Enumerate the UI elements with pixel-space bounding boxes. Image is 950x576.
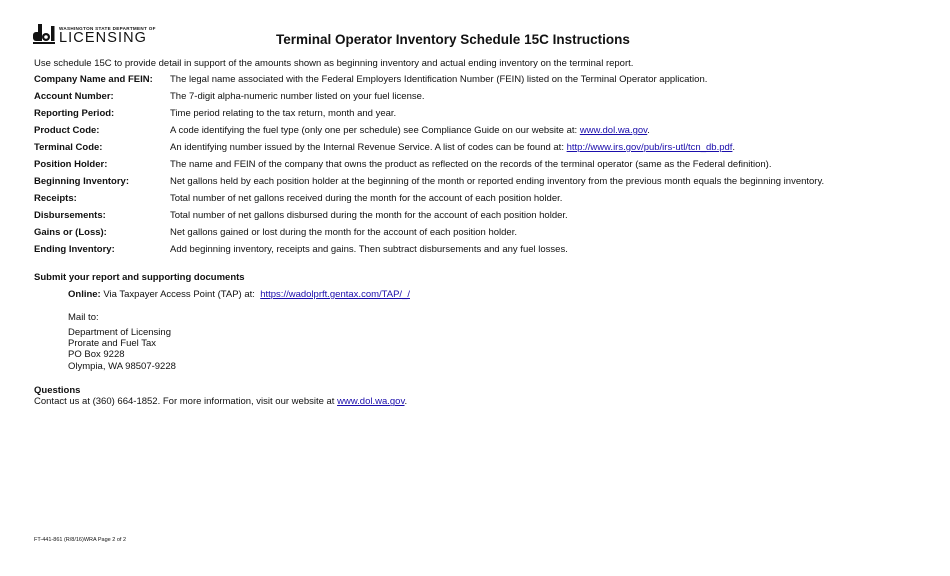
address-line: Department of Licensing [68,326,171,338]
dol-website-link[interactable]: www.dol.wa.gov [337,396,405,408]
dol-website-link[interactable]: www.dol.wa.gov [579,125,648,136]
form-footer: FT-441-861 (R/8/16)WRA Page 2 of 2 [34,537,127,543]
definition-desc: The 7-digit alpha-numeric number listed on your fuel license. [170,91,425,102]
definition-term: Product Code: [34,125,100,136]
dol-logo-mark-icon [33,24,55,44]
logo-licensing-text: LICENSING [59,30,148,46]
page-title: Terminal Operator Inventory Schedule 15C Instructions [276,32,630,47]
questions-heading: Questions [34,385,81,396]
questions-section [34,385,407,408]
definition-term: Company Name and FEIN: [34,74,153,85]
logo-agency-text: WASHINGTON STATE DEPARTMENT OF [59,26,156,31]
definition-term: Terminal Code: [34,142,103,153]
intro-text: Use schedule 15C to provide detail in support of the amounts shown as beginning inventory and actual ending inventory on the terminal report. [34,58,634,69]
dol-logo [33,24,156,45]
address-line: Prorate and Fuel Tax [68,338,157,350]
mail-label: Mail to: [68,312,99,323]
irs-tcn-link[interactable]: http://www.irs.gov/pub/irs-utl/tcn_db.pdf [566,142,733,153]
definition-term: Position Holder: [34,159,108,170]
address-line: PO Box 9228 [68,349,125,361]
definition-term: Gains or (Loss): [34,227,107,238]
definition-term: Account Number: [34,91,114,102]
submit-heading: Submit your report and supporting documents [34,272,245,283]
online-submission [68,289,410,300]
tap-link[interactable]: https://wadolprft.gentax.com/TAP/_/ [260,289,410,300]
definition-desc: The legal name associated with the Federal Employers Identification Number (FEIN) listed on the Terminal Operator application. [170,74,708,85]
definition-desc: A code identifying the fuel type (only one per schedule) see Compliance Guide on our website at: www.dol.wa.gov. [170,125,650,136]
definition-desc: Add beginning inventory, receipts and gains. Then subtract disbursements and any fuel losses. [170,244,568,255]
definition-term: Disbursements: [34,210,106,221]
definition-desc: The name and FEIN of the company that owns the product as reflected on the records of the terminal operator (same as the Federal definition). [170,159,772,170]
definition-desc: Total number of net gallons disbursed during the month for the account of each position holder. [170,210,568,221]
definition-term: Reporting Period: [34,108,115,119]
address-line: Olympia, WA 98507-9228 [68,360,176,372]
definition-desc: Net gallons held by each position holder at the beginning of the month or reported ending inventory from the previous month equals the beginning inventory. [170,176,825,187]
definition-term: Receipts: [34,193,77,204]
definition-term: Beginning Inventory: [34,176,129,187]
questions-text: Contact us at (360) 664-1852. For more information, visit our website at www.dol.wa.gov. [34,396,408,408]
definition-desc: Total number of net gallons received during the month for the account of each position holder. [170,193,563,204]
online-text: Via Taxpayer Access Point (TAP) at: [100,289,261,300]
definition-term: Ending Inventory: [34,244,115,255]
definition-desc: An identifying number issued by the Internal Revenue Service. A list of codes can be found at: http://www.irs.gov/pub/irs-utl/tcn_db.pdf. [170,142,736,153]
definition-desc: Net gallons gained or lost during the month for the account of each position holder. [170,227,517,238]
mailing-address [68,312,176,372]
definition-desc: Time period relating to the tax return, month and year. [170,108,397,119]
online-label: Online: [68,289,101,300]
